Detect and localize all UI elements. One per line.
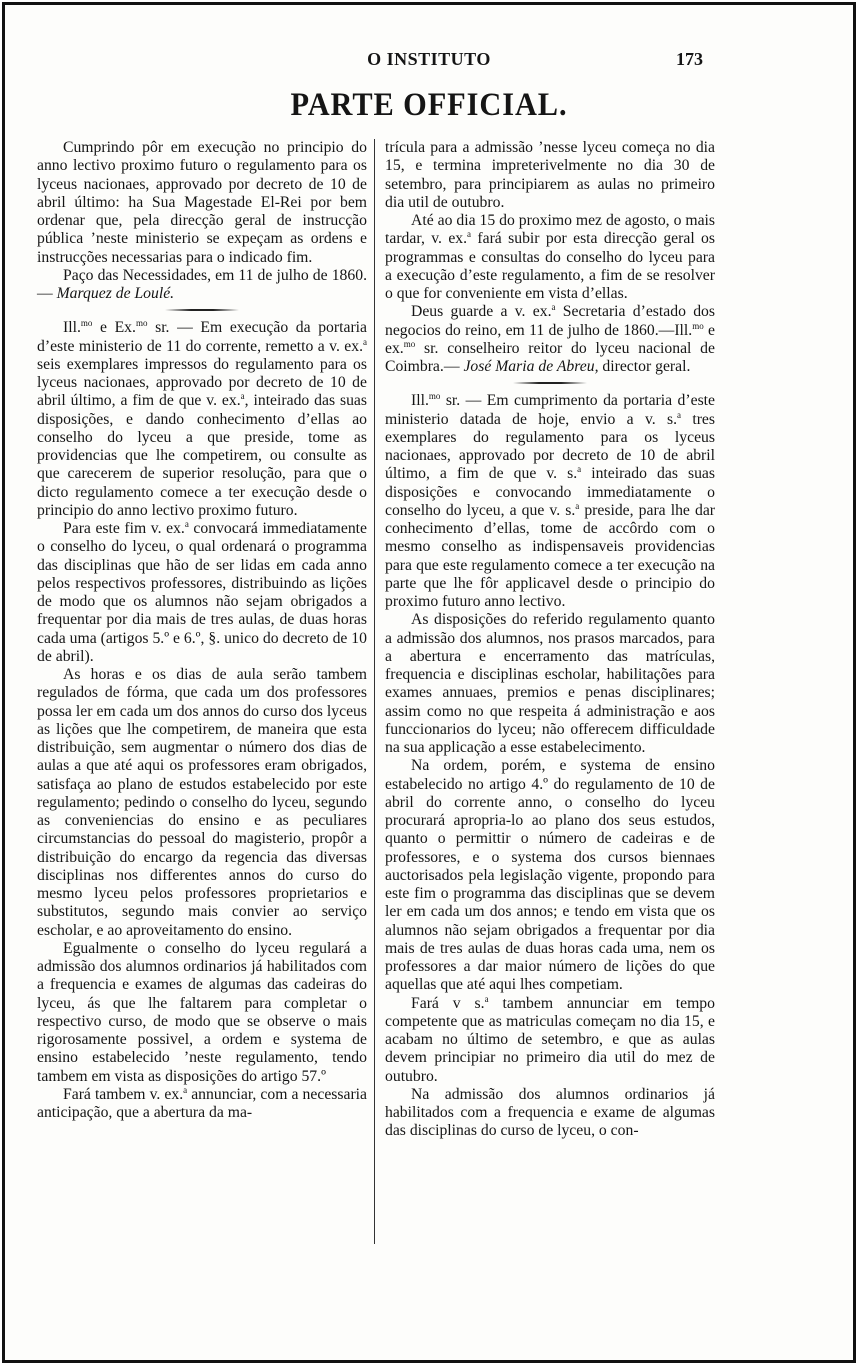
text-run: Cumprindo pôr em execução no principio do anno lectivo proximo futuro o regulamento para os lyceus nacionaes, approvado por decreto de 10 de abril último: ha Sua Magestade El-Rei por bem ordenar que, pela direcção geral de instrucção pública ’neste ministerio se expeçam as ordens e instrucções necessarias para o indicado fim. [37, 139, 367, 266]
running-header [5, 49, 853, 73]
column-divider [374, 139, 375, 1244]
left-column [37, 139, 367, 1122]
abbrev-superscript: mo [80, 318, 93, 329]
text-run: Deus guarde a v. ex. [411, 303, 552, 321]
text-run: tambem annunciar em tempo competente que as matriculas começam no dia 15, e acabam no último de setembro, e que as aulas devem principiar no primeiro dia util do mez de outubro. [385, 994, 715, 1085]
abbrev-superscript: a [183, 1084, 188, 1095]
document-page [2, 2, 856, 1363]
abbrev-superscript: mo [428, 391, 441, 402]
abbrev-superscript: a [551, 302, 556, 313]
text-run: Paço das Necessidades, em 11 de julho de 1860. — [37, 266, 367, 302]
signature-text: José Maria de Abreu, [463, 358, 599, 375]
separator-rule [513, 382, 587, 384]
journal-title: O INSTITUTO [367, 49, 491, 69]
paragraph [385, 757, 715, 994]
page-number: 173 [676, 49, 703, 69]
paragraph [37, 1086, 367, 1123]
abbrev-superscript: a [184, 518, 189, 529]
text-run: inteirado das suas disposições e convocando immediatamente o conselho do lyceu, a que v. s. [385, 465, 715, 519]
text-run: Na admissão dos alumnos ordinarios já habilitados com a frequencia e exame de algumas das disciplinas do curso de lyceu, o con- [385, 1085, 715, 1140]
abbrev-superscript: a [363, 336, 367, 347]
separator-rule [165, 309, 239, 311]
section-title: PARTE OFFICIAL. [290, 87, 568, 123]
paragraph [385, 392, 715, 611]
text-run: , inteirado das suas disposições, e dando conhecimento d’ellas ao conselho do lyceu a que preside, tome as providencias que lhe competirem, ou consulte as que carecerem de superior resolução, para que o dicto regulamento comece a ter execução desde o principio do anno lectivo proximo futuro. [37, 392, 367, 519]
text-run: seis exemplares impressos do regulamento para os lyceus nacionaes, approvado por decreto de 10 de abril último, a fim de que v. ex. [37, 355, 367, 410]
text-run: Até ao dia 15 do proximo mez de agosto, o mais tardar, v. ex. [385, 212, 715, 248]
abbrev-superscript: mo [403, 338, 416, 349]
paragraph [37, 267, 367, 304]
text-run: sr. conselheiro reitor do lyceu nacional de Coimbra.— [385, 339, 715, 375]
text-run: Egualmente o conselho do lyceu regulará a admissão dos alumnos ordinarios já habilitados com a frequencia e exames de algumas das cadeiras do lyceu, ás que lhe faltarem para completar o respectivo curso, de modo que se observe o mais rigorosamente possivel, a ordem e systema de ensino estabelecido ’neste regulamento, tendo tambem em vista as disposições do artigo 57.º [37, 939, 367, 1085]
abbrev-superscript: mo [692, 320, 704, 331]
paragraph [385, 139, 715, 212]
abbrev-superscript: a [467, 229, 472, 240]
paragraph [37, 940, 367, 1086]
abbrev-superscript: a [484, 993, 489, 1004]
text-run: sr. — Em cumprimento da portaria d’este ministerio datada de hoje, envio a v. s. [385, 392, 715, 428]
abbrev-superscript: a [677, 409, 682, 420]
abbrev-superscript: a [575, 500, 580, 511]
paragraph [385, 611, 715, 757]
paragraph [385, 1086, 715, 1141]
text-run: tres exemplares do regulamento para os lyceus nacionaes, approvado por decreto de 10 de abril último, a fim de que v. s. [385, 410, 715, 483]
signature-text: Marquez de Loulé. [56, 285, 175, 302]
paragraph [385, 995, 715, 1086]
text-run: annunciar, com a necessaria anticipação, que a abertura da ma- [37, 1085, 367, 1121]
paragraph [385, 212, 715, 303]
text-run: e Ex. [92, 319, 136, 337]
text-run: Ill. [63, 319, 81, 337]
text-run: trícula para a admissão ’nesse lyceu começa no dia 15, e termina impreterivelmente no dia 30 de setembro, para principiarem as aulas no primeiro dia util de outubro. [385, 139, 715, 211]
paragraph [37, 319, 367, 520]
text-run: e ex. [385, 321, 715, 357]
paragraph [37, 139, 367, 267]
text-run: Ill. [411, 392, 429, 410]
abbrev-superscript: a [577, 464, 582, 475]
text-run: Para este fim v. ex. [63, 520, 185, 537]
text-run: Secretaria d’estado dos negocios do reino, em 11 de julho de 1860.—Ill. [385, 303, 715, 339]
abbrev-superscript: mo [135, 318, 148, 329]
right-column [385, 139, 715, 1141]
text-run: director geral. [598, 358, 691, 375]
text-run: Fará tambem v. ex. [63, 1085, 184, 1103]
paragraph [385, 303, 715, 376]
abbrev-superscript: a [240, 391, 245, 402]
text-run: Na ordem, porém, e systema de ensino estabelecido no artigo 4.º do regulamento de 10 de abril do corrente anno, o conselho do lyceu procurará apropria-lo ao plano dos seus estudos, quanto o permittir o número de cadeiras e de professores, e o systema dos cursos biennaes auctorisados pela legislação vigente, propondo para este fim o programma das disciplinas que se devem ler em cada um dos annos; e tendo em vista que os alumnos não sejam obrigados a frequentar por dia mais de tres aulas de duas horas cada uma, nem os professores a dar maior número de lições do que aquellas que até aqui lhes competiam. [385, 757, 715, 994]
text-run: As disposições do referido regulamento quanto a admissão dos alumnos, nos prasos marcados, para a abertura e encerramento das matrículas, frequencia e disciplinas escholar, habilitações para exames annuaes, premios e penas disciplinares; assim como no que respeita á administração e aos funccionarios do lyceu; não offerecem difficuldade na sua applicação a esse estabelecimento. [385, 611, 715, 756]
text-run: preside, para lhe dar conhecimento d’ellas, tome de accôrdo com o mesmo conselho as indispensaveis providencias para que este regulamento comece a ter execução na parte que lhe fôr applicavel desde o principio do proximo futuro anno lectivo. [385, 501, 715, 610]
text-run: convocará immediatamente o conselho do lyceu, o qual ordenará o programma das disciplinas que hão de ser lidas em cada anno pelos respectivos professores, distribuindo as lições de modo que os alumnos não sejam obrigados a frequentar por dia mais de tres aulas, de duas horas cada uma (artigos 5.º e 6.º, §. unico do decreto de 10 de abril). [37, 520, 367, 665]
text-run: fará subir por esta direcção geral os programmas e consultas do conselho do lyceu para a execução d’este regulamento, a fim de se resolver o que for conveniente em vista d’ellas. [385, 230, 715, 302]
paragraph [37, 666, 367, 940]
text-run: sr. — Em execução da portaria d’este ministerio de 11 do corrente, remetto a v. ex. [37, 319, 367, 355]
text-run: Fará v s. [411, 994, 485, 1012]
paragraph [37, 520, 367, 666]
text-run: As horas e os dias de aula serão tambem regulados de fórma, que cada um dos professores possa ler em cada um dos annos do curso dos lyceus as lições que lhe competirem, de maneira que esta distribuição, sem augmentar o número dos dias de aulas a que até aqui os professores eram obrigados, satisfaça ao plano de estudos estabelecido por este regulamento; pedindo o conselho do lyceu, segundo as conveniencias do ensino e as peculiares circumstancias do pessoal do magisterio, propôr a distribuição do encargo da regencia das diversas disciplinas nos differentes annos do curso do mesmo lyceu pelos professores proprietarios e substitutos, segundo mais convier ao serviço escholar, e ao aproveitamento do ensino. [37, 666, 367, 939]
